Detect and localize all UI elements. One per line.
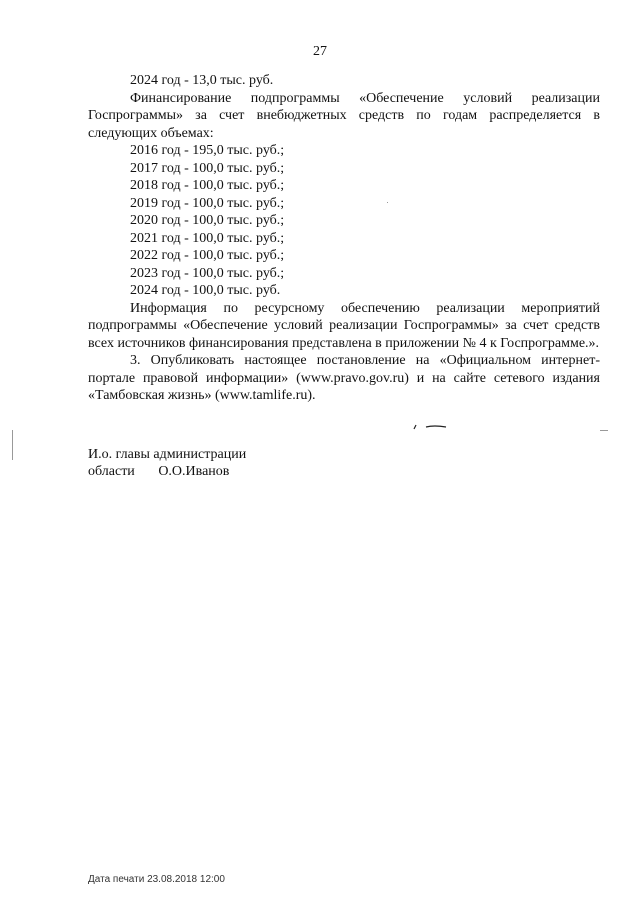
signatory-title: И.о. главы администрации bbox=[88, 447, 247, 462]
financing-year-item: 2024 год - 100,0 тыс. руб. bbox=[130, 283, 281, 298]
financing-year-item: 2021 год - 100,0 тыс. руб.; bbox=[130, 230, 285, 246]
financing-year-item: 2023 год - 100,0 тыс. руб.; bbox=[130, 265, 285, 281]
signature-block bbox=[88, 446, 246, 480]
scan-artifact bbox=[600, 430, 608, 431]
print-date-footer: Дата печати 23.08.2018 12:00 bbox=[88, 874, 225, 885]
financing-year-item: 2020 год - 100,0 тыс. руб.; bbox=[130, 213, 285, 228]
scan-artifact bbox=[12, 430, 13, 460]
financing-year-list bbox=[88, 142, 600, 300]
resource-info-paragraph: Информация по ресурсному обеспечению реализации мероприятий подпрограммы «Обеспечение условий реализации Госпрограммы» за счет средств всех источников финансирования представлена в приложении № 4 к Госпрограмме.». bbox=[88, 300, 600, 351]
signatory-name: О.О.Иванов bbox=[158, 464, 230, 479]
financing-year-item: 2016 год - 195,0 тыс. руб.; bbox=[130, 143, 285, 158]
signatory-region: области bbox=[88, 464, 135, 479]
document-body bbox=[88, 72, 600, 405]
financing-year-item: 2022 год - 100,0 тыс. руб.; bbox=[130, 248, 285, 263]
opening-line: 2024 год - 13,0 тыс. руб. bbox=[130, 73, 274, 88]
signatory-line bbox=[88, 463, 246, 480]
scan-artifact bbox=[387, 202, 388, 203]
financing-year-item: 2017 год - 100,0 тыс. руб.; bbox=[130, 160, 285, 176]
publication-paragraph: 3. Опубликовать настоящее постановление на «Официальном интернет-портале правовой информации» (www.pravo.gov.ru) и на сайте сетевого издания «Тамбовская жизнь» (www.tamlife.ru). bbox=[88, 353, 600, 403]
handwritten-mark bbox=[412, 424, 448, 430]
financing-year-item: 2019 год - 100,0 тыс. руб.; bbox=[130, 195, 285, 211]
financing-paragraph: Финансирование подпрограммы «Обеспечение условий реализации Госпрограммы» за счет внебюджетных средств по годам распределяется в следующих объемах: bbox=[88, 90, 600, 141]
financing-year-item: 2018 год - 100,0 тыс. руб.; bbox=[130, 178, 285, 193]
page-number: 27 bbox=[313, 44, 327, 59]
